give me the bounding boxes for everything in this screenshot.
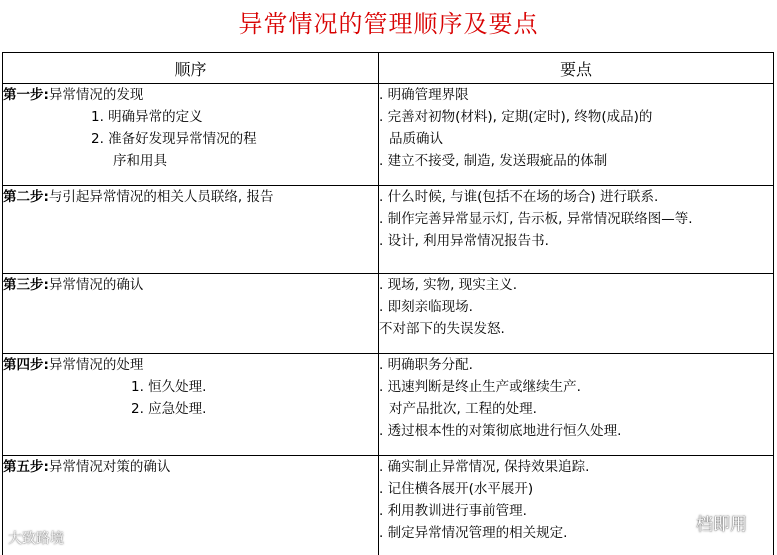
header-order: 顺序 bbox=[3, 53, 379, 84]
step-cell bbox=[3, 274, 379, 354]
point-item: . 制作完善异常显示灯, 告示板, 异常情况联络图—等. bbox=[379, 211, 693, 227]
point-item: . 设计, 利用异常情况报告书. bbox=[379, 233, 549, 249]
sub-item: 2. 准备好发现异常情况的程 bbox=[91, 131, 257, 147]
sub-item: 1. 恒久处理. bbox=[131, 379, 207, 395]
step-label: 第四步: bbox=[3, 357, 49, 373]
step-text: 异常情况的确认 bbox=[48, 277, 144, 293]
watermark-left-text: 大致路境 bbox=[8, 531, 64, 547]
table-row bbox=[3, 84, 774, 186]
table-row bbox=[3, 186, 774, 274]
header-key-points: 要点 bbox=[379, 53, 774, 84]
table-header-row bbox=[3, 53, 774, 84]
sub-item: 2. 应急处理. bbox=[131, 401, 207, 417]
point-item: . 迅速判断是终止生产或继续生产. bbox=[379, 379, 581, 395]
step-label: 第二步: bbox=[3, 189, 49, 205]
point-item: 不对部下的失误发怒. bbox=[379, 321, 505, 337]
point-item: . 明确职务分配. bbox=[379, 357, 473, 373]
step-cell bbox=[3, 84, 379, 186]
step-text: 异常情况对策的确认 bbox=[48, 459, 171, 475]
points-cell bbox=[379, 274, 774, 354]
step-cell bbox=[3, 354, 379, 456]
point-item: . 明确管理界限 bbox=[379, 87, 469, 103]
table-row bbox=[3, 456, 774, 555]
points-cell bbox=[379, 456, 774, 555]
step-label: 第五步: bbox=[3, 459, 49, 475]
step-label: 第三步: bbox=[3, 277, 49, 293]
point-item: 品质确认 bbox=[389, 131, 443, 147]
step-label: 第一步: bbox=[3, 87, 49, 103]
point-item: . 完善对初物(材料), 定期(定时), 终物(成品)的 bbox=[379, 109, 653, 125]
wechat-icon bbox=[668, 514, 690, 537]
point-item: . 利用教训进行事前管理. bbox=[379, 503, 527, 519]
table-row bbox=[3, 274, 774, 354]
step-text: 与引起异常情况的相关人员联络, 报告 bbox=[48, 189, 274, 205]
points-cell bbox=[379, 186, 774, 274]
watermark-left bbox=[8, 528, 64, 548]
management-table bbox=[2, 52, 774, 555]
point-item: 对产品批次, 工程的处理. bbox=[389, 401, 537, 417]
point-item: . 什么时候, 与谁(包括不在场的场合) 进行联系. bbox=[379, 189, 659, 205]
points-cell bbox=[379, 354, 774, 456]
table-row bbox=[3, 354, 774, 456]
point-item: . 现场, 实物, 现实主义. bbox=[379, 277, 518, 293]
watermark-right bbox=[668, 510, 747, 537]
point-item: . 记住横各展开(水平展开) bbox=[379, 481, 534, 497]
point-item: . 确实制止异常情况, 保持效果追踪. bbox=[379, 459, 590, 475]
step-text: 异常情况的发现 bbox=[48, 87, 144, 103]
page-title: 异常情况的管理顺序及要点 bbox=[238, 10, 539, 38]
point-item: . 即刻亲临现场. bbox=[379, 299, 473, 315]
step-text: 异常情况的处理 bbox=[48, 357, 144, 373]
sub-item: 1. 明确异常的定义 bbox=[91, 109, 203, 125]
points-cell bbox=[379, 84, 774, 186]
point-item: . 建立不接受, 制造, 发送瑕疵品的体制 bbox=[379, 153, 608, 169]
step-cell bbox=[3, 186, 379, 274]
point-item: . 透过根本性的对策彻底地进行恒久处理. bbox=[379, 423, 622, 439]
watermark-right-text: 档即用 bbox=[696, 515, 747, 535]
point-item: . 制定异常情况管理的相关规定. bbox=[379, 525, 568, 541]
sub-item: 序和用具 bbox=[113, 153, 167, 169]
